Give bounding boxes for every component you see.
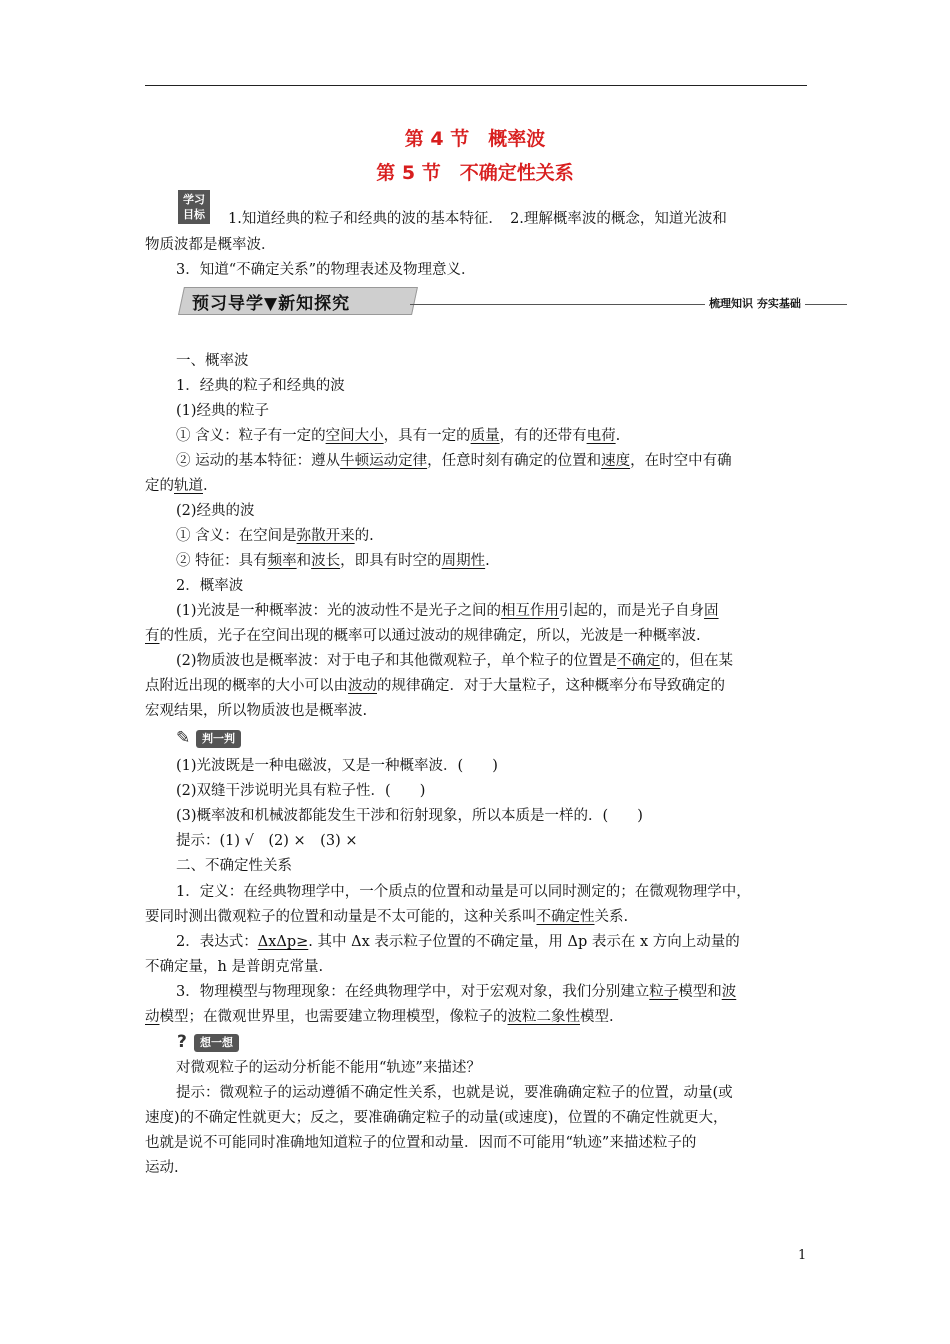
s2-model-line2: 动模型；在微观世界里，也需要建立物理模型，像粒子的波粒二象性模型. xyxy=(145,1009,614,1025)
s1-p2b: ② 特征：具有频率和波长，即具有时空的周期性. xyxy=(176,553,490,569)
banner-subtitle: 梳理知识 夯实基础 xyxy=(705,295,805,311)
s1-q2-line2: 点附近出现的概率的大小可以由波动的规律确定．对于大量粒子，这种概率分布导致确定的 xyxy=(145,678,725,694)
s1-p1b: ② 运动的基本特征：遵从牛顿运动定律，任意时刻有确定的位置和速度，在时空中有确 xyxy=(176,453,732,469)
think-answer-1: 提示：微观粒子的运动遵循不确定性关系，也就是说，要准确确定粒子的位置，动量(或 xyxy=(176,1085,733,1101)
s1-p1a: ① 含义：粒子有一定的空间大小，具有一定的质量，有的还带有电荷. xyxy=(176,428,621,444)
s1-p1: (1)经典的粒子 xyxy=(176,403,270,419)
s2-definition: 1．定义：在经典物理学中，一个质点的位置和动量是可以同时测定的；在微观物理学中， xyxy=(176,884,751,900)
s1-q1: (1)光波是一种概率波：光的波动性不是光子之间的相互作用引起的，而是光子自身固 xyxy=(176,603,719,619)
think-question: 对微观粒子的运动分析能不能用“轨迹”来描述？ xyxy=(176,1060,481,1076)
section-title-4: 第 4 节 概率波 xyxy=(404,128,546,150)
section-banner xyxy=(178,287,410,315)
s1-q2: (2)物质波也是概率波：对于电子和其他微观粒子，单个粒子的位置是不确定的，但在某 xyxy=(176,653,734,669)
section-title-5: 第 5 节 不确定性关系 xyxy=(376,162,574,184)
s1-q2-line3: 宏观结果，所以物质波也是概率波. xyxy=(145,703,368,719)
judge-hint: 提示：(1) √ (2) × (3) × xyxy=(176,833,358,849)
s1-h1: 1．经典的粒子和经典的波 xyxy=(176,378,345,394)
s1-p2a: ① 含义：在空间是弥散开来的. xyxy=(176,528,374,544)
objectives-line-3: 3．知道“不确定关系”的物理表述及物理意义． xyxy=(176,262,476,278)
s2-heading: 二、不确定性关系 xyxy=(176,858,292,874)
pen-icon: ✎ xyxy=(176,728,191,748)
s1-heading: 一、概率波 xyxy=(176,353,249,369)
s2-expression: 2．表达式：ΔxΔp≥. 其中 Δx 表示粒子位置的不确定量，用 Δp 表示在 x 方向上动量的 xyxy=(176,934,740,950)
s2-model: 3．物理模型与物理现象：在经典物理学中，对于宏观对象，我们分别建立粒子模型和波 xyxy=(176,984,737,1000)
s1-p1b-line2: 定的轨道. xyxy=(145,478,208,494)
question-icon: ? xyxy=(177,1032,187,1052)
think-label: 想一想 xyxy=(194,1034,239,1052)
judge-item-3: (3)概率波和机械波都能发生干涉和衍射现象，所以本质是一样的．( ) xyxy=(176,808,643,824)
top-rule xyxy=(145,85,807,86)
objectives-badge xyxy=(178,190,210,224)
objectives-line-1: 1.知道经典的粒子和经典的波的基本特征． 2.理解概率波的概念，知道光波和 xyxy=(228,211,727,227)
judge-item-2: (2)双缝干涉说明光具有粒子性．( ) xyxy=(176,783,426,799)
banner-title: 预习导学▼新知探究 xyxy=(192,294,351,314)
objectives-badge-bottom: 目标 xyxy=(183,208,205,221)
s2-definition-line2: 要同时测出微观粒子的位置和动量是不太可能的，这种关系叫不确定性关系. xyxy=(145,909,629,925)
think-answer-2: 速度)的不确定性就更大；反之，要准确确定粒子的动量(或速度)，位置的不确定性就更大， xyxy=(145,1110,728,1126)
s2-expression-line2: 不确定量，h 是普朗克常量. xyxy=(145,959,324,975)
judge-label: 判一判 xyxy=(196,730,241,748)
think-answer-4: 运动. xyxy=(145,1160,179,1176)
think-answer-3: 也就是说不可能同时准确地知道粒子的位置和动量．因而不可能用“轨迹”来描述粒子的 xyxy=(145,1135,697,1151)
s1-q1-line2: 有的性质，光子在空间出现的概率可以通过波动的规律确定，所以，光波是一种概率波. xyxy=(145,628,701,644)
objectives-line-2: 物质波都是概率波． xyxy=(145,237,276,253)
judge-item-1: (1)光波既是一种电磁波，又是一种概率波．( ) xyxy=(176,758,498,774)
page-number: 1 xyxy=(798,1248,807,1263)
s1-h2: 2．概率波 xyxy=(176,578,244,594)
s1-p2: (2)经典的波 xyxy=(176,503,255,519)
objectives-badge-top: 学习 xyxy=(183,193,205,206)
